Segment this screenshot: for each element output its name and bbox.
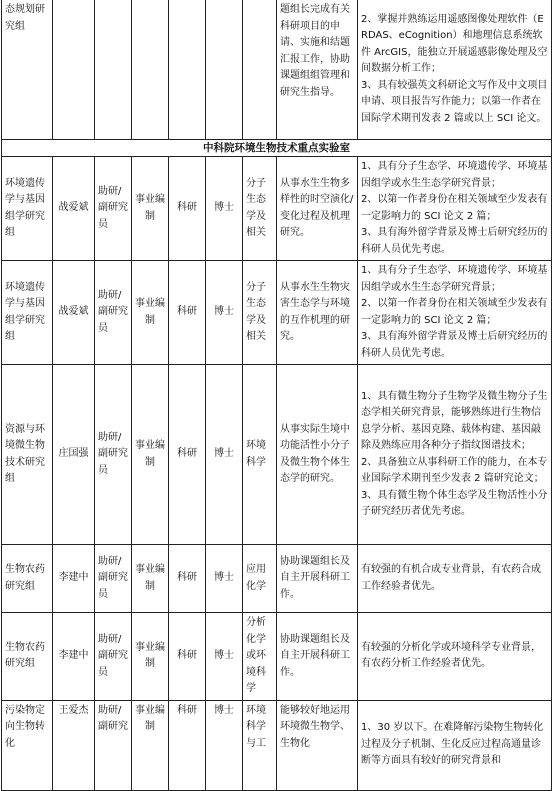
requirements-cell [358, 545, 552, 613]
requirement-line: 有较强的分析化学或环境科学专业背景，有农药分析工作经验者优先。 [361, 641, 541, 670]
position-cell: 助研/副研究员 [95, 613, 132, 701]
group-cell: 环境遗传学与基因组学研究组 [2, 261, 53, 365]
table-row [2, 261, 552, 365]
major-cell: 分子生态学及相关 [243, 157, 277, 261]
group-cell: 环境遗传学与基因组学研究组 [2, 157, 53, 261]
position-cell: 助研/副研究员 [95, 261, 132, 365]
supervisor-cell [53, 0, 95, 140]
position-cell: 助研/副研究员 [95, 545, 132, 613]
table-row [2, 545, 552, 613]
group-cell: 生物农药研究组 [2, 613, 53, 701]
category-cell: 科研 [169, 613, 206, 701]
supervisor-cell: 李建中 [53, 613, 95, 701]
requirement-line: 1、具有分子生态学、环境遗传学、环境基因组学或水生生态学研究背景； [361, 265, 548, 293]
requirement-line: 3、具有海外留学背景及博士后研究经历的科研人员优先考虑。 [361, 331, 548, 359]
degree-cell: 博士 [206, 261, 243, 365]
requirement-line: 1、具有分子生态学、环境遗传学、环境基因组学或水生生态学研究背景； [361, 161, 548, 189]
requirement-line: 2、具备独立从事科研工作的能力，在本专业国际学术期刊至少发表 2 篇研究论文； [361, 456, 548, 484]
duty-cell: 能够较好地运用环境微生物学、生物化 [277, 700, 358, 790]
table-row [2, 157, 552, 261]
degree-cell [206, 0, 243, 140]
degree-cell: 博士 [206, 545, 243, 613]
major-cell: 应用化学 [243, 545, 277, 613]
recruitment-table [1, 0, 552, 791]
lab-title: 中科院环境生物技术重点实验室 [2, 140, 552, 157]
requirement-line: 2、以第一作者身份在相关领域至少发表有一定影响力的 SCI 论文 2 篇； [361, 298, 548, 326]
major-cell: 环境科学与工 [243, 700, 277, 790]
position-cell: 助研/副研究员 [95, 157, 132, 261]
major-cell [243, 0, 277, 140]
category-cell [169, 0, 206, 140]
group-cell: 态规划研究组 [2, 0, 53, 140]
category-cell: 科研 [169, 261, 206, 365]
duty-cell: 协助课题组长及自主开展科研工作。 [277, 613, 358, 701]
requirements-cell [358, 0, 552, 140]
requirements-cell [358, 261, 552, 365]
staffing-cell: 事业编制 [132, 365, 169, 545]
requirement-line: 3、具有海外留学背景及博士后研究经历的科研人员优先考虑。 [361, 227, 548, 255]
category-cell: 科研 [169, 365, 206, 545]
requirement-line: 3、具有微生物个体生态学及生物活性小分子研究经历者优先考虑。 [361, 489, 548, 517]
degree-cell: 博士 [206, 157, 243, 261]
staffing-cell: 事业编制 [132, 613, 169, 701]
duty-cell: 从事水生生物多样性的时空演化/变化过程及机理研究。 [277, 157, 358, 261]
supervisor-cell: 王爱杰 [53, 700, 95, 790]
requirements-cell [358, 157, 552, 261]
staffing-cell: 事业编制 [132, 700, 169, 790]
position-cell: 助研/副研究 [95, 700, 132, 790]
degree-cell: 博士 [206, 700, 243, 790]
major-cell: 分析化学或环境科学 [243, 613, 277, 701]
requirements-cell [358, 613, 552, 701]
supervisor-cell: 战爱斌 [53, 261, 95, 365]
requirement-line: 有较强的有机合成专业背景，有农药合成工作经验者优先。 [361, 564, 541, 592]
degree-cell: 博士 [206, 613, 243, 701]
group-cell: 生物农药研究组 [2, 545, 53, 613]
duty-cell: 从事实际生境中功能活性小分子及微生物个体生态学的研究。 [277, 365, 358, 545]
supervisor-cell: 庄国强 [53, 365, 95, 545]
requirement-line: 2、掌握并熟练运用遥感图像处理软件（ERDAS、eCognition）和地理信息系统软件 ArcGIS，能独立开展遥感影像处理及空间数据分析工作； [361, 13, 548, 75]
table-body [2, 0, 552, 790]
major-cell: 环境科学 [243, 365, 277, 545]
requirements-cell [358, 700, 552, 790]
category-cell: 科研 [169, 157, 206, 261]
supervisor-cell: 李建中 [53, 545, 95, 613]
requirement-line: 1、具有微生物分子生物学及微生物分子生态学相关研究背景，能够熟练进行生物信息学分析、基因克隆、载体构建、基因敲除及熟练应用各种分子指纹图谱技术； [361, 390, 548, 451]
requirement-line: 2、以第一作者身份在相关领域至少发表有一定影响力的 SCI 论文 2 篇； [361, 194, 548, 222]
staffing-cell: 事业编制 [132, 545, 169, 613]
lab-title-row [2, 140, 552, 157]
group-cell: 污染物定向生物转化 [2, 700, 53, 790]
table-row [2, 613, 552, 701]
table-row-top [2, 0, 552, 140]
position-cell [95, 0, 132, 140]
duty-cell: 协助课题组长及自主开展科研工作。 [277, 545, 358, 613]
category-cell: 科研 [169, 545, 206, 613]
group-cell: 资源与环境微生物技术研究组 [2, 365, 53, 545]
staffing-cell: 事业编制 [132, 261, 169, 365]
table-row [2, 365, 552, 545]
category-cell: 科研 [169, 700, 206, 790]
degree-cell: 博士 [206, 365, 243, 545]
duty-cell: 题组长完成有关科研项目的申请、实施和结题汇报工作，协助课题组组管理和研究生指导。 [277, 0, 358, 140]
supervisor-cell: 战爱斌 [53, 157, 95, 261]
major-cell: 分子生态学及相关 [243, 261, 277, 365]
requirement-line: 3、具有较强英文科研论文写作及中文项目申请、项目报告写作能力；以第一作者在国际学术期刊发表 2 篇或以上 SCI 论文。 [361, 79, 548, 124]
staffing-cell [132, 0, 169, 140]
table-row [2, 700, 552, 790]
duty-cell: 从事水生生物灾害生态学与环境的互作机理的研究。 [277, 261, 358, 365]
position-cell: 助研/副研究员 [95, 365, 132, 545]
requirement-line: 1、30 岁以下。在难降解污染物生物转化过程及分子机制、生化反应过程高通量诊断等方面具有较好的研究背景和 [361, 722, 544, 767]
staffing-cell: 事业编制 [132, 157, 169, 261]
requirements-cell [358, 365, 552, 545]
